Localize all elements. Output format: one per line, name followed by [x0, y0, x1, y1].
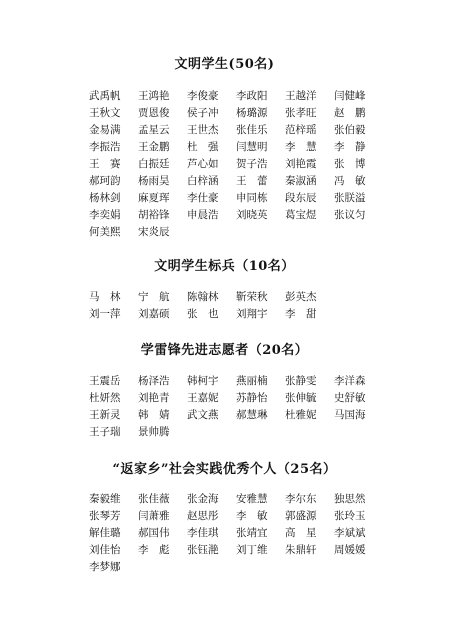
student-name: 李 甜 — [285, 308, 317, 320]
student-name: 独思然 — [334, 493, 366, 505]
student-name: 马 林 — [89, 291, 121, 303]
student-name: 王鸿艳 — [138, 90, 170, 102]
student-name: 白振廷 — [138, 158, 170, 170]
student-name: 张伯毅 — [334, 124, 366, 136]
student-name: 宁 航 — [138, 291, 170, 303]
student-name: 金易满 — [89, 124, 121, 136]
student-name: 李佳琪 — [187, 527, 219, 539]
student-name: 宋炎辰 — [138, 226, 170, 238]
student-name: 郝珂韵 — [89, 175, 121, 187]
student-name: 赵 鹏 — [334, 107, 366, 119]
list-row — [89, 122, 389, 139]
student-name: 李尔东 — [285, 493, 317, 505]
student-name: 冯 敏 — [334, 175, 366, 187]
student-name: 申同栋 — [236, 192, 268, 204]
student-name: 张 也 — [187, 308, 219, 320]
student-name: 靳荣秋 — [236, 291, 268, 303]
student-name: 刘佳怡 — [89, 544, 121, 556]
student-name: 孟星云 — [138, 124, 170, 136]
student-name: 王秋文 — [89, 107, 121, 119]
student-name: 解佳璐 — [89, 527, 121, 539]
list-row — [89, 491, 389, 508]
name-list-lei-feng-volunteers — [89, 373, 389, 441]
student-name: 杜雅妮 — [285, 409, 317, 421]
list-row — [89, 559, 389, 576]
student-name: 胡裕锋 — [138, 209, 170, 221]
student-name: 王嘉妮 — [187, 392, 219, 404]
student-name: 杜 强 — [187, 141, 219, 153]
student-name: 张 博 — [334, 158, 366, 170]
list-row — [89, 289, 389, 306]
student-name: 李洋森 — [334, 375, 366, 387]
student-name: 段东辰 — [285, 192, 317, 204]
list-row — [89, 508, 389, 525]
student-name: 李政阳 — [236, 90, 268, 102]
student-name: 张钰滟 — [187, 544, 219, 556]
student-name: 李仕豪 — [187, 192, 219, 204]
name-list-civilized-students — [89, 88, 389, 241]
student-name: 王子瑞 — [89, 426, 121, 438]
student-name: 高 星 — [285, 527, 317, 539]
student-name: 李奕娟 — [89, 209, 121, 221]
student-name: 王新灵 — [89, 409, 121, 421]
student-name: 王金鹏 — [138, 141, 170, 153]
student-name: 王世杰 — [187, 124, 219, 136]
student-name: 赵思彤 — [187, 510, 219, 522]
student-name: 闫慧明 — [236, 141, 268, 153]
list-row — [89, 173, 389, 190]
name-list-student-models — [89, 289, 389, 323]
student-name: 刘晓英 — [236, 209, 268, 221]
student-name: 刘艳霞 — [285, 158, 317, 170]
student-name: 李振浩 — [89, 141, 121, 153]
section-title-lei-feng-volunteers: 学雷锋先进志愿者（20名） — [140, 343, 309, 358]
student-name: 芦心如 — [187, 158, 219, 170]
student-name: 刘一萍 — [89, 308, 121, 320]
student-name: 韩柯宇 — [187, 375, 219, 387]
list-row — [89, 373, 389, 390]
student-name: 郝慧琳 — [236, 409, 268, 421]
student-name: 申晨浩 — [187, 209, 219, 221]
student-name: 李梦娜 — [89, 561, 121, 573]
section-title-student-models: 文明学生标兵（10名） — [154, 259, 295, 274]
student-name: 王越洋 — [285, 90, 317, 102]
student-name: 杨林剑 — [89, 192, 121, 204]
student-name: 安雅慧 — [236, 493, 268, 505]
student-name: 刘丁维 — [236, 544, 268, 556]
student-name: 贾恩俊 — [138, 107, 170, 119]
list-row — [89, 390, 389, 407]
student-name: 郝国伟 — [138, 527, 170, 539]
student-name: 何美熙 — [89, 226, 121, 238]
student-name: 王 蕾 — [236, 175, 268, 187]
student-name: 张静雯 — [285, 375, 317, 387]
student-name: 王震岳 — [89, 375, 121, 387]
student-name: 张朕溢 — [334, 192, 366, 204]
name-list-return-home-practice — [89, 491, 389, 576]
student-name: 张孝旺 — [285, 107, 317, 119]
student-name: 张佳乐 — [236, 124, 268, 136]
student-name: 闫健峰 — [334, 90, 366, 102]
list-row — [89, 88, 389, 105]
student-name: 刘艳青 — [138, 392, 170, 404]
student-name: 侯子冲 — [187, 107, 219, 119]
student-name: 景帅腾 — [138, 426, 170, 438]
student-name: 李 慧 — [285, 141, 317, 153]
list-row — [89, 306, 389, 323]
student-name: 武文燕 — [187, 409, 219, 421]
student-name: 武禹帆 — [89, 90, 121, 102]
student-name: 史舒敏 — [334, 392, 366, 404]
student-name: 张伸毓 — [285, 392, 317, 404]
student-name: 刘嘉硕 — [138, 308, 170, 320]
student-name: 彭英杰 — [285, 291, 317, 303]
student-name: 马国海 — [334, 409, 366, 421]
student-name: 韩 婧 — [138, 409, 170, 421]
student-name: 张琴芳 — [89, 510, 121, 522]
list-row — [89, 139, 389, 156]
student-name: 杨璐源 — [236, 107, 268, 119]
student-name: 闫萧雅 — [138, 510, 170, 522]
student-name: 周媛媛 — [334, 544, 366, 556]
student-name: 白梓涵 — [187, 175, 219, 187]
list-row — [89, 542, 389, 559]
student-name: 葛宝煜 — [285, 209, 317, 221]
student-name: 李 静 — [334, 141, 366, 153]
list-row — [89, 190, 389, 207]
list-row — [89, 207, 389, 224]
student-name: 杨雨昊 — [138, 175, 170, 187]
section-title-civilized-students: 文明学生(50名) — [174, 57, 275, 72]
student-name: 李 敏 — [236, 510, 268, 522]
student-name: 张靖宜 — [236, 527, 268, 539]
student-name: 范梓瑶 — [285, 124, 317, 136]
student-name: 张佳薇 — [138, 493, 170, 505]
student-name: 杨泽浩 — [138, 375, 170, 387]
student-name: 朱鼎轩 — [285, 544, 317, 556]
list-row — [89, 525, 389, 542]
student-name: 苏静怡 — [236, 392, 268, 404]
student-name: 郭盛源 — [285, 510, 317, 522]
student-name: 张金海 — [187, 493, 219, 505]
student-name: 贺子浩 — [236, 158, 268, 170]
student-name: 麻夏珲 — [138, 192, 170, 204]
student-name: 秦毅维 — [89, 493, 121, 505]
student-name: 李斌斌 — [334, 527, 366, 539]
student-name: 张玲玉 — [334, 510, 366, 522]
list-row — [89, 407, 389, 424]
student-name: 燕丽楠 — [236, 375, 268, 387]
student-name: 刘翔宇 — [236, 308, 268, 320]
section-title-return-home-practice: “返家乡”社会实践优秀个人（25名） — [112, 462, 337, 477]
list-row — [89, 424, 389, 441]
list-row — [89, 156, 389, 173]
student-name: 陈翰林 — [187, 291, 219, 303]
student-name: 李 彪 — [138, 544, 170, 556]
list-row — [89, 224, 389, 241]
student-name: 王 赛 — [89, 158, 121, 170]
student-name: 秦淑涵 — [285, 175, 317, 187]
student-name: 李俊豪 — [187, 90, 219, 102]
student-name: 张议匀 — [334, 209, 366, 221]
list-row — [89, 105, 389, 122]
student-name: 杜妍然 — [89, 392, 121, 404]
